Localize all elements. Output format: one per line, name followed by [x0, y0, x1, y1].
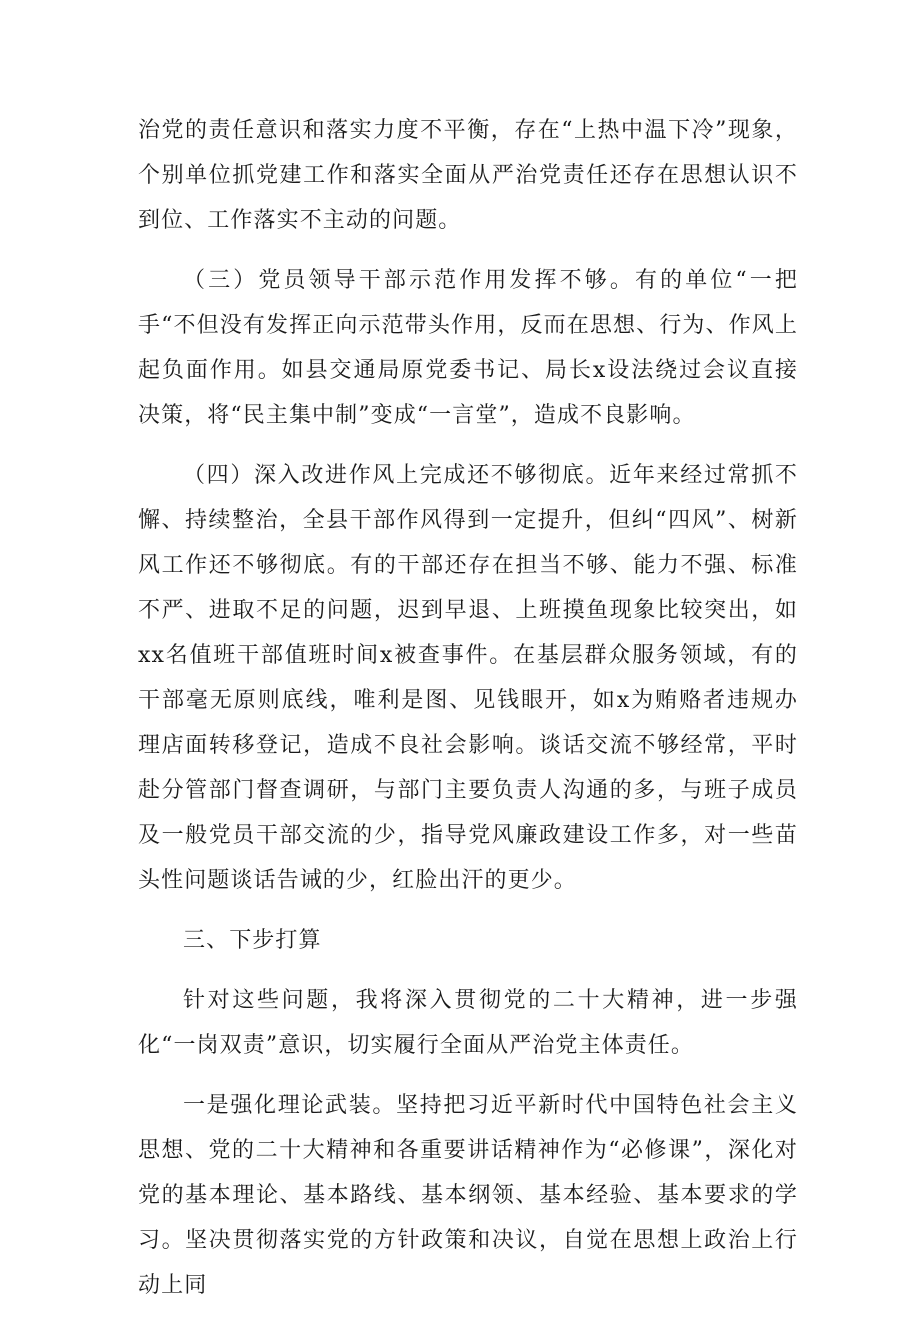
document-body: [138, 108, 798, 1323]
paragraph-theory-arming: 一是强化理论武装。坚持把习近平新时代中国特色社会主义思想、党的二十大精神和各重要讲话精神作为“必修课”，深化对党的基本理论、基本路线、基本纲领、基本经验、基本要求的学习。坚决贯彻落实党的方针政策和决议，自觉在思想上政治上行动上同: [138, 1093, 798, 1298]
paragraph-continuation: 治党的责任意识和落实力度不平衡，存在“上热中温下冷”现象，个别单位抓党建工作和落实全面从严治党责任还存在思想认识不到位、工作落实不主动的问题。: [138, 118, 798, 233]
paragraph-section-four: （四）深入改进作风上完成还不够彻底。近年来经过常抓不懈、持续整治，全县干部作风得到一定提升，但纠“四风”、树新风工作还不够彻底。有的干部还存在担当不够、能力不强、标准不严、进取不足的问题，迟到早退、上班摸鱼现象比较突出，如xx名值班干部值班时间x被查事件。在基层群众服务领域，有的干部毫无原则底线，唯利是图、见钱眼开，如x为贿赂者违规办理店面转移登记，造成不良社会影响。谈话交流不够经常，平时赴分管部门督查调研，与部门主要负责人沟通的多，与班子成员及一般党员干部交流的少，指导党风廉政建设工作多，对一些苗头性问题谈话告诫的少，红脸出汗的更少。: [138, 463, 798, 893]
paragraph-next-steps-intro: 针对这些问题，我将深入贯彻党的二十大精神，进一步强化“一岗双责”意识，切实履行全面从严治党主体责任。: [138, 988, 798, 1058]
paragraph-section-three: （三）党员领导干部示范作用发挥不够。有的单位“一把手“不但没有发挥正向示范带头作用，反而在思想、行为、作风上起负面作用。如县交通局原党委书记、局长x设法绕过会议直接决策，将“民主集中制”变成“一言堂”，造成不良影响。: [138, 268, 798, 428]
section-heading-next-steps: 三、下步打算: [183, 928, 322, 953]
